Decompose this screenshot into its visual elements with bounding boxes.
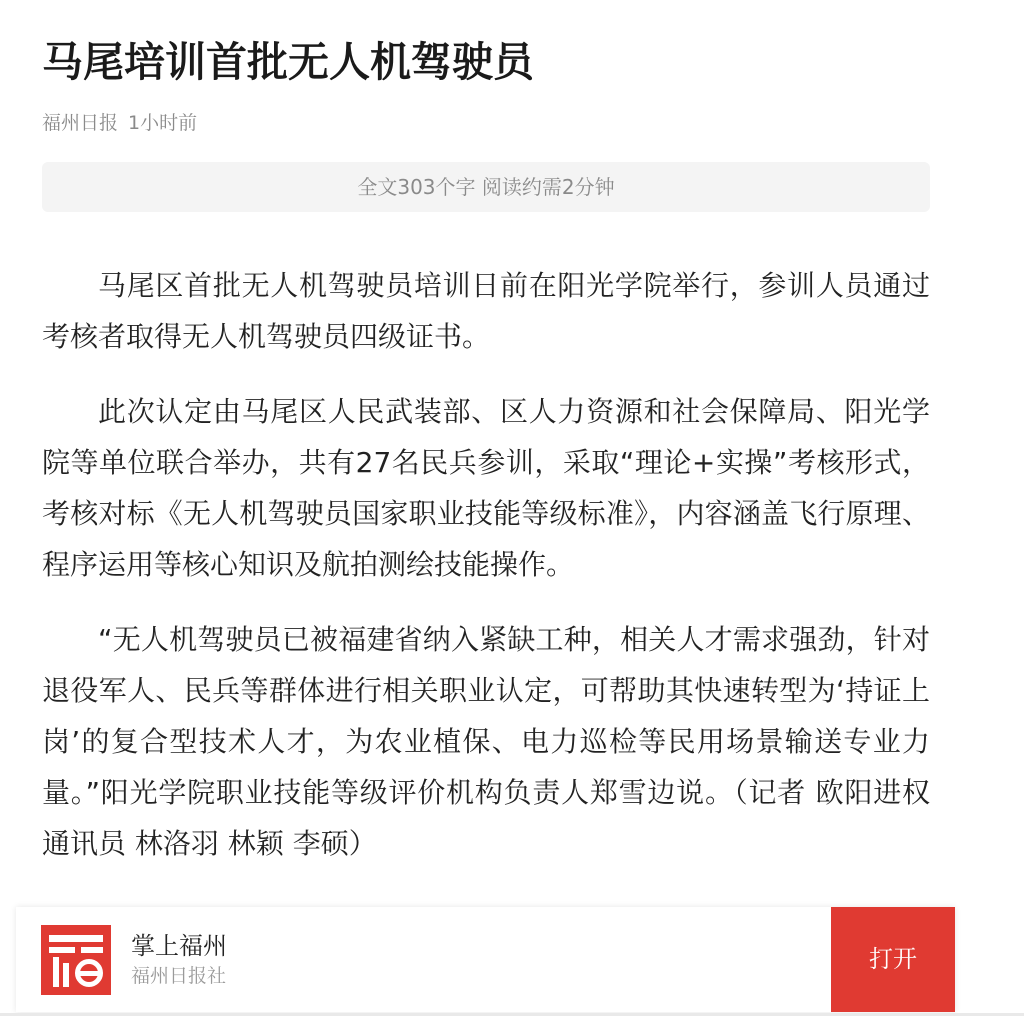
word-count-banner: 全文303个字 阅读约需2分钟 [42,162,930,212]
article-source: 福州日报 [42,112,119,134]
article-meta [42,110,930,136]
article-paragraph-1: 马尾区首批无人机驾驶员培训日前在阳光学院举行，参训人员通过考核者取得无人机驾驶员四级证书。 [42,269,930,353]
fuzhou-app-logo-icon [41,925,111,995]
article-time: 1小时前 [128,112,198,134]
article-paragraph-2: 此次认定由马尾区人民武装部、区人力资源和社会保障局、阳光学院等单位联合举办，共有27名民兵参训，采取“理论+实操”考核形式，考核对标《无人机驾驶员国家职业技能等级标准》，内容涵盖飞行原理、程序运用等核心知识及航拍测绘技能操作。 [42,395,930,581]
article-paragraph-3: “无人机驾驶员已被福建省纳入紧缺工种，相关人才需求强劲，针对退役军人、民兵等群体进行相关职业认定，可帮助其快速转型为‘持证上岗’的复合型技术人才，为农业植保、电力巡检等民用场景输送专业力量。”阳光学院职业技能等级评价机构负责人郑雪边说。（记者 欧阳进权 通讯员 林洛羽 林颖 李硕） [42,623,930,860]
app-name: 掌上福州 [131,931,227,960]
app-info [131,930,831,990]
open-app-button[interactable]: 打开 [831,907,955,1012]
app-download-banner[interactable] [16,907,955,1012]
app-publisher: 福州日报社 [131,964,227,987]
article-content [42,260,930,869]
article-title: 马尾培训首批无人机驾驶员 [42,38,534,86]
article [42,0,930,893]
